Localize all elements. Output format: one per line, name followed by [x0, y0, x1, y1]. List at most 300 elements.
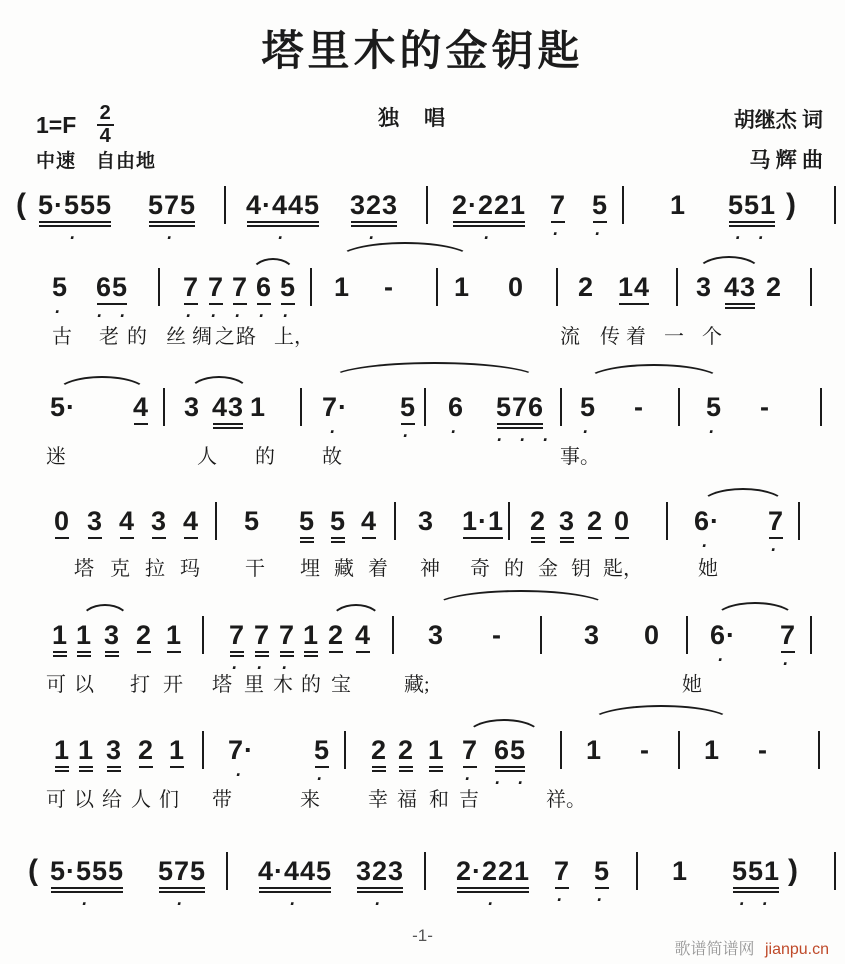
- beam-line: [105, 651, 119, 653]
- beam-line: [304, 651, 318, 653]
- barline: [202, 616, 204, 654]
- barline: [636, 852, 638, 890]
- credits-block: [734, 100, 823, 180]
- note: 0: [54, 506, 70, 536]
- beam-line: [781, 651, 795, 653]
- lyric-syllable: 丝: [166, 326, 186, 348]
- barline: [224, 186, 226, 224]
- note: 2: [398, 735, 414, 765]
- note: 2: [766, 272, 783, 302]
- beam-line: [184, 303, 198, 305]
- note: 1: [586, 735, 603, 765]
- lyric-syllable: 的: [504, 558, 524, 580]
- beam-line: [593, 221, 607, 223]
- slur-arc: [330, 362, 539, 379]
- barline: [508, 502, 510, 540]
- lyric-syllable: 老: [99, 326, 119, 348]
- beam-line: [453, 221, 525, 223]
- octave-dots: ·: [368, 228, 381, 248]
- note: 2: [136, 620, 152, 650]
- beam-line: [495, 766, 525, 768]
- barline: [226, 852, 228, 890]
- note: -: [758, 735, 768, 765]
- barline: [666, 502, 668, 540]
- note: 1: [672, 856, 689, 886]
- lyric-syllable: 幸: [368, 789, 388, 811]
- lyric-syllable: 人: [197, 446, 217, 468]
- note: 5 ·: [592, 190, 609, 244]
- beam-line: [280, 655, 294, 657]
- octave-dots: ·: [282, 306, 295, 326]
- lyric-syllable: 里: [244, 674, 264, 696]
- note: 1: [670, 190, 687, 220]
- time-signature: [97, 104, 114, 146]
- barline: [810, 616, 812, 654]
- barline: [392, 616, 394, 654]
- lyric-syllable: 着: [626, 326, 646, 348]
- lyric-syllable: 奇: [470, 558, 490, 580]
- beam-line: [588, 537, 602, 539]
- lyric-syllable: 们: [159, 789, 179, 811]
- beam-line: [531, 541, 545, 543]
- barline: [798, 502, 800, 540]
- beam-line: [357, 887, 403, 889]
- barline: [678, 388, 680, 426]
- watermark-url: jianpu.cn: [764, 941, 829, 958]
- note: 7 ·: [554, 856, 571, 910]
- beam-line: [619, 303, 649, 305]
- barline: [300, 388, 302, 426]
- octave-dots: ·: [231, 658, 244, 678]
- beam-line: [595, 887, 609, 889]
- performance-type-label: 独 唱: [378, 106, 447, 130]
- beam-line: [560, 537, 574, 539]
- beam-line: [457, 887, 529, 889]
- slur-arc: [466, 719, 542, 736]
- note: 1: [334, 272, 351, 302]
- barline: [676, 268, 678, 306]
- beam-line: [725, 303, 755, 305]
- octave-dots: ·: [701, 536, 713, 556]
- music-line-1: [0, 188, 845, 248]
- beam-line: [139, 766, 153, 768]
- beam-line: [51, 887, 123, 889]
- lyric-syllable: 福: [397, 789, 417, 811]
- lyric-syllable: 可: [46, 674, 66, 696]
- note: 3: [87, 506, 103, 536]
- beam-line: [304, 655, 318, 657]
- note: 5 ·: [52, 272, 69, 322]
- watermark: [674, 936, 829, 959]
- octave-dots: ·: [450, 422, 463, 442]
- barline: [344, 731, 346, 769]
- note: 0: [644, 620, 661, 650]
- beam-line: [53, 651, 67, 653]
- music-line-2: [0, 272, 845, 326]
- beam-line: [401, 423, 415, 425]
- lyric-syllable: 的: [255, 446, 275, 468]
- octave-dots: ·: [289, 894, 302, 914]
- note: 3: [559, 506, 575, 536]
- octave-dots: ·: [210, 306, 223, 326]
- barline: [163, 388, 165, 426]
- note: 5 ·: [580, 392, 597, 442]
- beam-line: [551, 221, 565, 223]
- beam-line: [300, 537, 314, 539]
- beam-line: [733, 887, 779, 889]
- beam-line: [55, 537, 69, 539]
- lyric-syllable: 古: [52, 326, 72, 348]
- slur-arc: [714, 602, 796, 619]
- lyric-syllable: 匙，: [603, 558, 643, 580]
- barline: [622, 186, 624, 224]
- lyric-syllable: 塔: [212, 674, 232, 696]
- lyric-syllable: 以: [74, 789, 94, 811]
- beam-line: [247, 221, 319, 223]
- lyric-syllable: 钥: [571, 558, 591, 580]
- lyricist-credit: 胡继杰 词: [733, 108, 823, 132]
- note: 1: [250, 392, 267, 422]
- lyric-syllable: 金: [538, 558, 558, 580]
- note: 5 ·: [706, 392, 723, 442]
- note: 3: [151, 506, 167, 536]
- lyric-syllable: 带: [212, 789, 232, 811]
- barline: [820, 388, 822, 426]
- lyric-syllable: 藏;: [404, 674, 430, 696]
- note: 7 ·: [780, 620, 797, 674]
- barline: [540, 616, 542, 654]
- beam-line: [167, 651, 181, 653]
- note: 1: [454, 272, 471, 302]
- lyric-syllable: 来: [300, 789, 320, 811]
- note: 6· ·: [694, 506, 721, 556]
- beam-line: [257, 303, 271, 305]
- slur-arc: [330, 604, 382, 621]
- beam-line: [209, 303, 223, 305]
- beam-line: [230, 655, 244, 657]
- music-line-3: [0, 392, 845, 450]
- note: 1·1: [462, 506, 504, 536]
- note: 3: [184, 392, 201, 422]
- note: 575 ·: [158, 856, 207, 914]
- note: 5 ·: [594, 856, 611, 910]
- lyric-syllable: 打: [130, 674, 150, 696]
- lyric-syllable: 传: [600, 326, 620, 348]
- barline: [310, 268, 312, 306]
- lyric-syllable: 玛: [180, 558, 200, 580]
- octave-dots: ·: [556, 890, 569, 910]
- octave-dots: ·: [552, 224, 565, 244]
- barline: [436, 268, 438, 306]
- page-number: -1-: [412, 926, 433, 945]
- note: 5 ·: [314, 735, 331, 789]
- lyric-syllable: 埋: [300, 558, 320, 580]
- beam-line: [372, 770, 386, 772]
- note: 4: [183, 506, 199, 536]
- note: 5 ·: [400, 392, 417, 446]
- beam-line: [170, 766, 184, 768]
- beam-line: [213, 427, 243, 429]
- note: 5: [330, 506, 346, 536]
- beam-line: [105, 655, 119, 657]
- lyric-syllable: 路: [236, 326, 256, 348]
- note: 65 · ·: [494, 735, 529, 793]
- octave-dots: ·: [582, 422, 595, 442]
- lyric-line-5: [0, 668, 845, 694]
- time-signature-denominator: 4: [99, 125, 111, 147]
- slur-arc: [56, 376, 148, 393]
- lyric-syllable: 她: [698, 558, 718, 580]
- lyric-syllable: 干: [245, 558, 265, 580]
- lyric-line-4: [0, 552, 845, 578]
- beam-line: [280, 651, 294, 653]
- octave-dots: ·: [69, 228, 82, 248]
- octave-dots: ·: [316, 769, 329, 789]
- watermark-site-name: 歌谱简谱网: [674, 941, 755, 958]
- octave-dots: · ·: [738, 894, 774, 914]
- beam-line: [351, 221, 397, 223]
- lyric-syllable: 事。: [560, 446, 600, 468]
- music-line-5: [0, 620, 845, 678]
- lyric-syllable: 的: [301, 674, 321, 696]
- octave-dots: ·: [594, 224, 607, 244]
- barline: [560, 731, 562, 769]
- octave-dots: ·: [770, 540, 783, 560]
- beam-line: [560, 541, 574, 543]
- beam-line: [457, 891, 529, 893]
- octave-dots: ·: [235, 765, 247, 785]
- beam-line: [51, 891, 123, 893]
- note: 7 ·: [462, 735, 479, 789]
- note: 3: [584, 620, 601, 650]
- barline: [158, 268, 160, 306]
- note: 3: [418, 506, 435, 536]
- beam-line: [729, 225, 775, 227]
- music-line-7: [0, 854, 845, 914]
- beam-line: [733, 891, 779, 893]
- beam-line: [259, 887, 331, 889]
- slur-arc: [434, 590, 608, 607]
- beam-line: [107, 766, 121, 768]
- beam-line: [77, 651, 91, 653]
- beam-line: [55, 770, 69, 772]
- note: 5: [299, 506, 315, 536]
- octave-dots: ·: [708, 422, 721, 442]
- tempo-marking: 中速 自由地: [36, 151, 157, 172]
- beam-line: [463, 537, 503, 539]
- beam-line: [357, 891, 403, 893]
- note: 5·: [50, 392, 77, 422]
- note: 6· ·: [710, 620, 737, 670]
- beam-line: [213, 423, 243, 425]
- lyric-syllable: 她: [682, 674, 702, 696]
- octave-dots: ·: [782, 654, 795, 674]
- beam-line: [329, 651, 343, 653]
- note: 5: [244, 506, 261, 536]
- barline: [686, 616, 688, 654]
- note: 7· ·: [322, 392, 349, 442]
- beam-line: [79, 770, 93, 772]
- note: -: [640, 735, 650, 765]
- note: 1: [52, 620, 68, 650]
- key-signature: 1=F: [36, 111, 77, 138]
- lyric-syllable: 祥。: [546, 789, 586, 811]
- note: 551 · ·: [732, 856, 781, 914]
- beam-line: [331, 541, 345, 543]
- beam-line: [495, 770, 525, 772]
- octave-dots: · ·: [734, 228, 770, 248]
- beam-line: [233, 303, 247, 305]
- beam-line: [255, 655, 269, 657]
- beam-line: [555, 887, 569, 889]
- barline: [556, 268, 558, 306]
- octave-dots: ·: [277, 228, 290, 248]
- beam-line: [259, 891, 331, 893]
- music-line-6: [0, 735, 845, 793]
- note: 43: [212, 392, 244, 422]
- parenthesis: ): [788, 854, 799, 887]
- note: 4: [361, 506, 377, 536]
- barline: [215, 502, 217, 540]
- octave-dots: ·: [464, 769, 477, 789]
- lyric-syllable: 绸: [192, 326, 212, 348]
- beam-line: [463, 766, 477, 768]
- composer-credit: 马 辉 曲: [749, 148, 823, 172]
- note: 1: [54, 735, 70, 765]
- beam-line: [55, 766, 69, 768]
- slur-arc: [250, 258, 296, 275]
- note: 65 · ·: [96, 272, 131, 326]
- note: 5 ·: [280, 272, 297, 326]
- note: 4: [119, 506, 135, 536]
- lyric-syllable: 藏: [334, 558, 354, 580]
- octave-dots: ·: [487, 894, 500, 914]
- note: 1: [78, 735, 94, 765]
- beam-line: [372, 766, 386, 768]
- note: 3: [106, 735, 122, 765]
- octave-dots: ·: [81, 894, 94, 914]
- beam-line: [453, 225, 525, 227]
- beam-line: [497, 423, 543, 425]
- parenthesis: (: [28, 854, 39, 887]
- octave-dots: ·: [185, 306, 198, 326]
- beam-line: [725, 307, 755, 309]
- note: 7 ·: [229, 620, 246, 678]
- note: 0: [508, 272, 525, 302]
- lyric-syllable: 上，: [274, 326, 314, 348]
- note: 575 ·: [148, 190, 197, 248]
- lyric-syllable: 神: [420, 558, 440, 580]
- note: 1: [704, 735, 721, 765]
- note: 2·221 ·: [452, 190, 527, 248]
- beam-line: [531, 537, 545, 539]
- note: 1: [169, 735, 185, 765]
- octave-dots: · · ·: [496, 430, 554, 450]
- note: 2: [530, 506, 546, 536]
- note: 3: [104, 620, 120, 650]
- note: 7 ·: [279, 620, 296, 678]
- note: 14: [618, 272, 650, 302]
- lyric-syllable: 和: [429, 789, 449, 811]
- beam-line: [39, 221, 111, 223]
- lyric-syllable: 木: [273, 674, 293, 696]
- octave-dots: ·: [166, 228, 179, 248]
- lyric-syllable: 个: [702, 326, 722, 348]
- beam-line: [53, 655, 67, 657]
- lyric-syllable: 宝: [331, 674, 351, 696]
- note: 2: [138, 735, 154, 765]
- lyric-syllable: 给: [102, 789, 122, 811]
- lyric-line-2: [0, 320, 845, 346]
- octave-dots: ·: [717, 650, 729, 670]
- beam-line: [152, 537, 166, 539]
- beam-line: [331, 537, 345, 539]
- lyric-syllable: 克: [110, 558, 130, 580]
- slur-arc: [188, 376, 250, 393]
- parenthesis: (: [16, 188, 27, 221]
- beam-line: [159, 887, 205, 889]
- beam-line: [356, 651, 370, 653]
- beam-line: [149, 225, 195, 227]
- lyric-syllable: 以: [74, 674, 94, 696]
- barline: [202, 731, 204, 769]
- lyric-syllable: 吉: [459, 789, 479, 811]
- beam-line: [429, 766, 443, 768]
- beam-line: [615, 537, 629, 539]
- barline: [424, 388, 426, 426]
- note: 5·555 ·: [38, 190, 113, 248]
- beam-line: [281, 303, 295, 305]
- octave-dots: ·: [234, 306, 247, 326]
- note: 323 ·: [356, 856, 405, 914]
- octave-dots: ·: [256, 658, 269, 678]
- beam-line: [247, 225, 319, 227]
- beam-line: [351, 225, 397, 227]
- note: 4: [355, 620, 371, 650]
- beam-line: [88, 537, 102, 539]
- note: 4·445 ·: [258, 856, 333, 914]
- note: 2: [371, 735, 387, 765]
- beam-line: [149, 221, 195, 223]
- barline: [834, 852, 836, 890]
- note: 576 · · ·: [496, 392, 554, 450]
- octave-dots: ·: [281, 658, 294, 678]
- beam-line: [429, 770, 443, 772]
- beam-line: [497, 427, 543, 429]
- note: 4·445 ·: [246, 190, 321, 248]
- barline: [818, 731, 820, 769]
- octave-dots: ·: [596, 890, 609, 910]
- slur-arc: [338, 242, 472, 259]
- note: 3: [696, 272, 713, 302]
- beam-line: [399, 766, 413, 768]
- note: 7 ·: [232, 272, 249, 326]
- octave-dots: ·: [374, 894, 387, 914]
- octave-dots: · ·: [96, 306, 131, 326]
- note: 7· ·: [228, 735, 255, 785]
- barline: [426, 186, 428, 224]
- lyric-syllable: 的: [127, 326, 147, 348]
- slur-arc: [586, 364, 722, 381]
- parenthesis: ): [786, 188, 797, 221]
- note: 551 · ·: [728, 190, 777, 248]
- lyric-line-3: [0, 440, 845, 466]
- note: 1: [428, 735, 444, 765]
- beam-line: [399, 770, 413, 772]
- beam-line: [315, 766, 329, 768]
- note: 2: [328, 620, 344, 650]
- note: -: [634, 392, 644, 422]
